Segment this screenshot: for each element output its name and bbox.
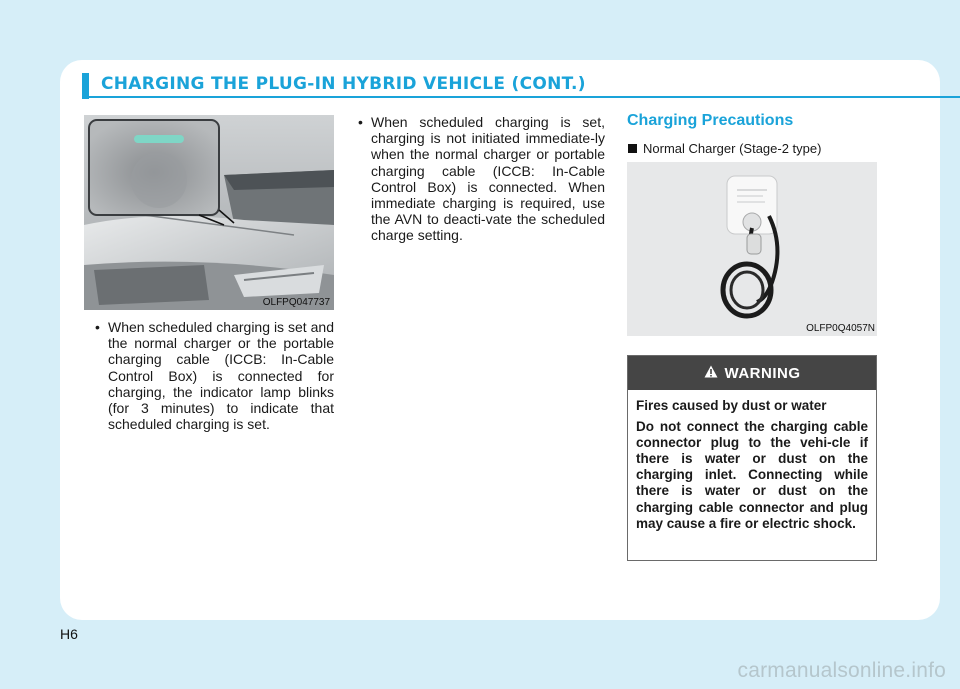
bullet-dot-icon: • (95, 319, 100, 335)
charging-precautions-heading: Charging Precautions (627, 112, 794, 129)
warning-header (628, 356, 876, 390)
car-illustration (84, 115, 334, 310)
warning-text: Do not connect the charging cable connector plug to the vehi-cle if there is water or dust on the charging inlet. Connecting while there is water or dust on the charging cable connector and plug may cause a fire or electric shock. (636, 419, 868, 531)
section-rule (82, 96, 960, 98)
charger-caption-text: Normal Charger (Stage-2 type) (643, 141, 822, 156)
bullet-middle-text: When scheduled charging is set, charging is not initiated immediate-ly when the normal charger or portable charging cable (ICCB: In-Cable Control Box) is connected. When immediate charging is required, use the AVN to deacti-vate the scheduled charge setting. (371, 114, 605, 244)
warning-label: WARNING (724, 364, 801, 382)
car-hood-drawing (84, 115, 334, 310)
bullet-left-text: When scheduled charging is set and the normal charger or the portable charging cable (ICCB: In-Cable Control Box) is connected for charging, the indicator lamp blinks (for 3 minutes) to indicate that scheduled charging is set. (108, 319, 334, 433)
warning-title: Fires caused by dust or water (636, 398, 827, 413)
watermark: carmanualsonline.info (737, 659, 946, 682)
bullet-dot-icon: • (358, 114, 363, 130)
warning-triangle-icon (704, 365, 718, 382)
square-bullet-icon (628, 144, 637, 153)
section-title: CHARGING THE PLUG-IN HYBRID VEHICLE (CONT.) (101, 74, 586, 94)
charger-caption (628, 141, 821, 156)
warning-box (627, 355, 877, 561)
page-number: H6 (60, 626, 78, 642)
scheduled-charging-bullet-left (89, 319, 334, 432)
scheduled-charging-bullet-middle (352, 114, 605, 244)
charger-illustration (627, 162, 877, 336)
car-figure-code: OLFPQ047737 (262, 297, 330, 308)
wall-charger-drawing (627, 162, 877, 336)
warning-body (628, 390, 876, 532)
charger-figure-code: OLFP0Q4057N (806, 323, 875, 334)
